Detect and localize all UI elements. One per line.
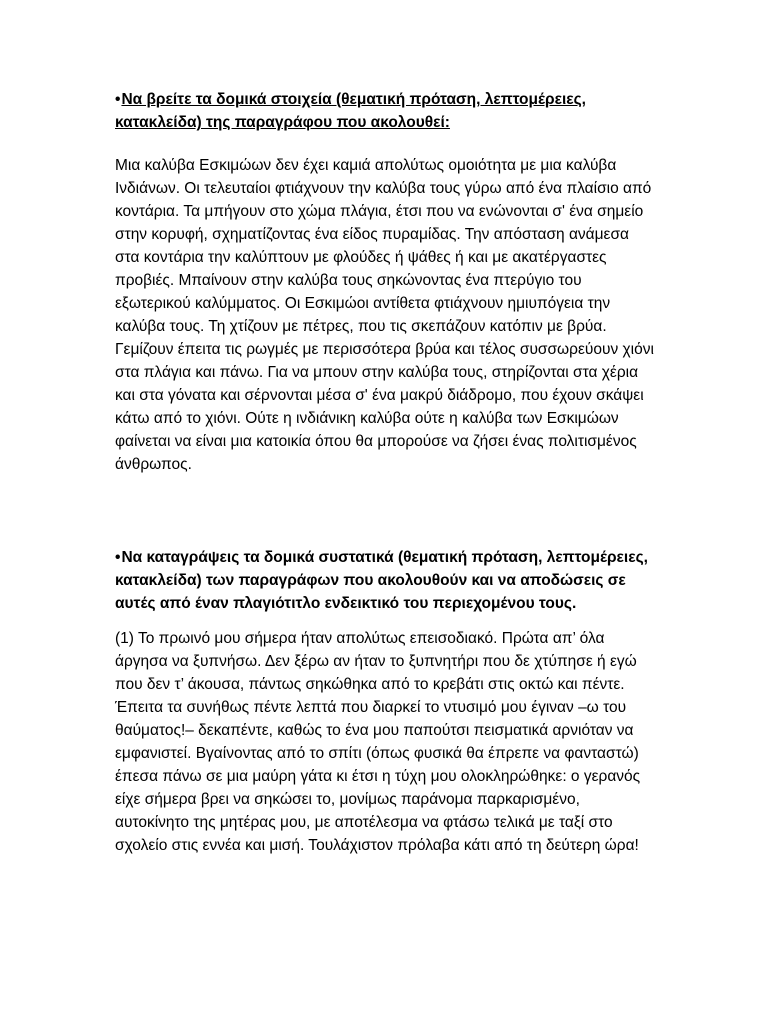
exercise-one-paragraph: Μια καλύβα Εσκιμώων δεν έχει καμιά απολύτως ομοιότητα με μια καλύβα Ινδιάνων. Οι τελευταίοι φτιάχνουν την καλύβα τους γύρω από ένα πλαίσιο από κοντάρια. Τα μπήγουν στο χώμα πλάγια, έτσι που να ενώνονται σ' ένα σημείο στην κορυφή, σχηματίζοντας ένα είδος πυραμίδας. Την απόσταση ανάμεσα στα κοντάρια την καλύπτουν με φλούδες ή ψάθες ή και με ακατέργαστες προβιές. Μπαίνουν στην καλύβα τους σηκώνοντας ένα πτερύγιο του εξωτερικού καλύμματος. Οι Εσκιμώοι αντίθετα φτιάχνουν ημιυπόγεια την καλύβα τους. Τη χτίζουν με πέτρες, που τις σκεπάζουν κατόπιν με βρύα. Γεμίζουν έπειτα τις ρωγμές με περισσότερα βρύα και τέλος συσσωρεύουν χιόνι στα πλάγια και πάνω. Για να μπουν στην καλύβα τους, στηρίζονται στα χέρια και στα γόνατα και σέρνονται μέσα σ' ένα μακρύ διάδρομο, που έχουν σκάψει κάτω από το χιόνι. Ούτε η ινδιάνικη καλύβα ούτε η καλύβα των Εσκιμώων φαίνεται να είναι μια κατοικία όπου θα μπορούσε να ζήσει ένας πολιτισμένος άνθρωπος. [115, 157, 654, 473]
exercise-two-heading [115, 546, 655, 615]
exercise-one-instruction: Να βρείτε τα δομικά στοιχεία (θεματική πρόταση, λεπτομέρειες, κατακλείδα) της παραγράφου που ακολουθεί: [115, 91, 586, 131]
exercise-one-heading [115, 88, 655, 134]
bullet-icon: • [115, 91, 121, 108]
exercise-two-paragraph: (1) Το πρωινό μου σήμερα ήταν απολύτως επεισοδιακό. Πρώτα απ’ όλα άργησα να ξυπνήσω. Δεν ξέρω αν ήταν το ξυπνητήρι που δε χτύπησε ή εγώ που δεν τ’ άκουσα, πάντως σηκώθηκα από το κρεβάτι στις οκτώ και πέντε. Έπειτα τα συνήθως πέντε λεπτά που διαρκεί το ντυσιμό μου έγιναν –ω του θαύματος!– δεκαπέντε, καθώς το ένα μου παπούτσι πεισματικά αρνιόταν να εμφανιστεί. Βγαίνοντας από το σπίτι (όπως φυσικά θα έπρεπε να φανταστώ) έπεσα πάνω σε μια μαύρη γάτα κι έτσι η τύχη μου ολοκληρώθηκε: ο γερανός είχε σήμερα βρει να σηκώσει το, μονίμως παράνομα παρκαρισμένο, αυτοκίνητο της μητέρας μου, με αποτέλεσμα να φτάσω τελικά με ταξί στο σχολείο στις εννέα και μισή. Τουλάχιστον πρόλαβα κάτι από τη δεύτερη ώρα! [115, 630, 641, 854]
exercise-one [115, 88, 655, 476]
bullet-icon: • [115, 549, 121, 566]
document-page [115, 88, 655, 857]
exercise-two-instruction: Να καταγράψεις τα δομικά συστατικά (θεματική πρόταση, λεπτομέρειες, κατακλείδα) των παραγράφων που ακολουθούν και να αποδώσεις σε αυτές από έναν πλαγιότιτλο ενδεικτικό του περιεχομένου τους. [115, 549, 648, 612]
exercise-two [115, 546, 655, 857]
